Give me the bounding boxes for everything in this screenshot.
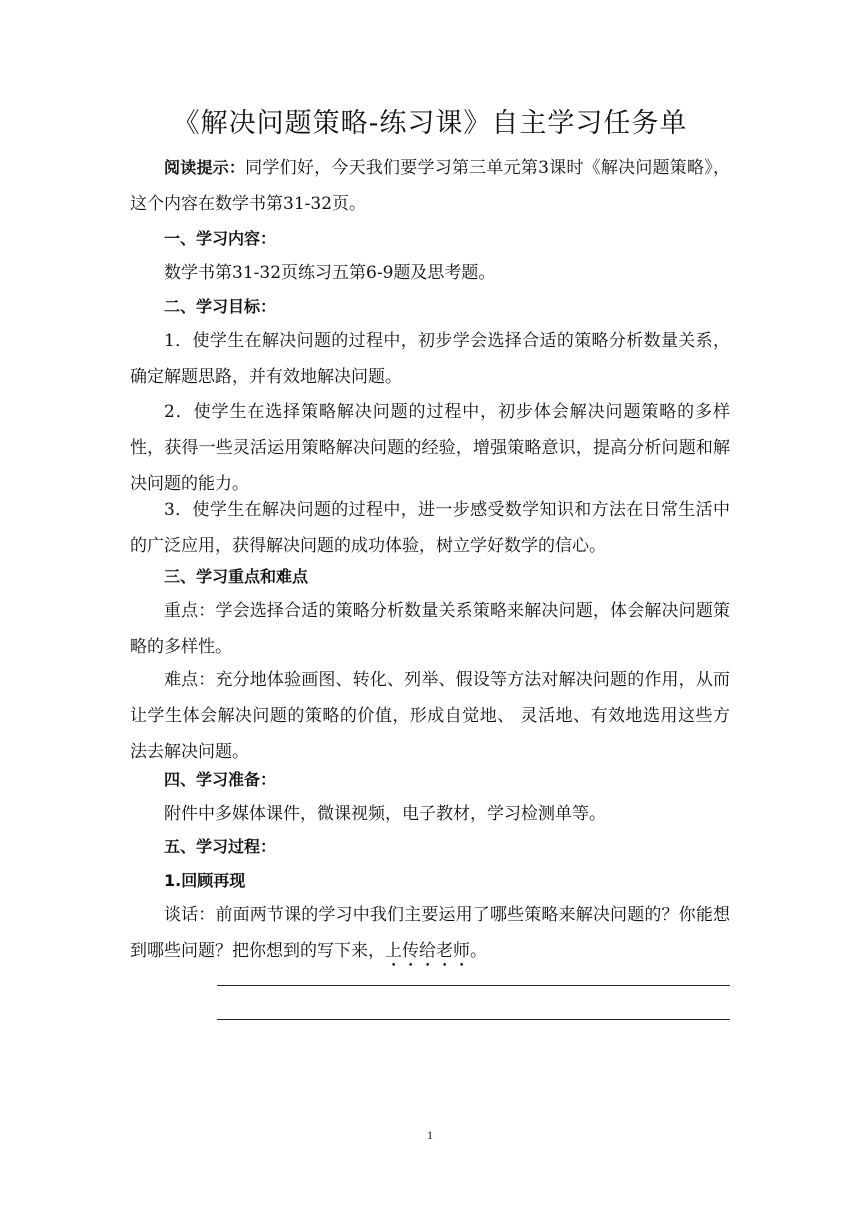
answer-line-1[interactable] — [217, 985, 730, 986]
sub-heading-review: 1.回顾再现 — [164, 871, 246, 890]
key-point: 重点：学会选择合适的策略分析数量关系策略来解决问题，体会解决问题策略的多样性。 — [130, 601, 730, 657]
goal-item-1: 1．使学生在解决问题的过程中，初步学会选择合适的策略分析数量关系，确定解题思路，并有效地解决问题。 — [130, 331, 730, 387]
section-5-heading: 五、学习过程： — [164, 837, 277, 856]
goal-item-3: 3．使学生在解决问题的过程中，进一步感受数学知识和方法在日常生活中的广泛应用，获得解决问题的成功体验，树立学好数学的信心。 — [130, 500, 730, 556]
page-number: 1 — [427, 1128, 433, 1142]
talk-text: 谈话：前面两节课的学习中我们主要运用了哪些策略来解决问题的？你能想到哪些问题？把你想到的写下来， — [130, 905, 730, 961]
section-4-body: 附件中多媒体课件，微课视频，电子教材，学习检测单等。 — [164, 804, 606, 824]
reading-tip-text: 同学们好，今天我们要学习第三单元第3课时《解决问题策略》，这个内容在数学书第31-32页。 — [130, 158, 730, 214]
section-1-body: 数学书第31-32页练习五第6-9题及思考题。 — [164, 263, 496, 283]
section-1-heading: 一、学习内容： — [164, 229, 277, 248]
answer-line-2[interactable] — [217, 1019, 730, 1020]
section-2-heading: 二、学习目标： — [164, 297, 277, 316]
talk-emphasis: 上传给老师 — [385, 941, 470, 961]
difficulty-point: 难点：充分地体验画图、转化、列举、假设等方法对解决问题的作用，从而让学生体会解决问题的策略的价值，形成自觉地、 灵活地、有效地选用这些方法去解决问题。 — [130, 670, 730, 762]
talk-paragraph — [130, 897, 730, 971]
goal-item-2: 2．使学生在选择策略解决问题的过程中，初步体会解决问题策略的多样性，获得一些灵活运用策略解决问题的经验，增强策略意识，提高分析问题和解决问题的能力。 — [130, 402, 730, 494]
document-title: 《解决问题策略-练习课》自主学习任务单 — [172, 108, 688, 139]
section-3-heading: 三、学习重点和难点 — [164, 567, 309, 586]
reading-tip — [130, 150, 730, 222]
section-4-heading: 四、学习准备： — [164, 770, 277, 789]
talk-end: 。 — [470, 941, 487, 961]
reading-tip-label: 阅读提示： — [164, 158, 246, 177]
